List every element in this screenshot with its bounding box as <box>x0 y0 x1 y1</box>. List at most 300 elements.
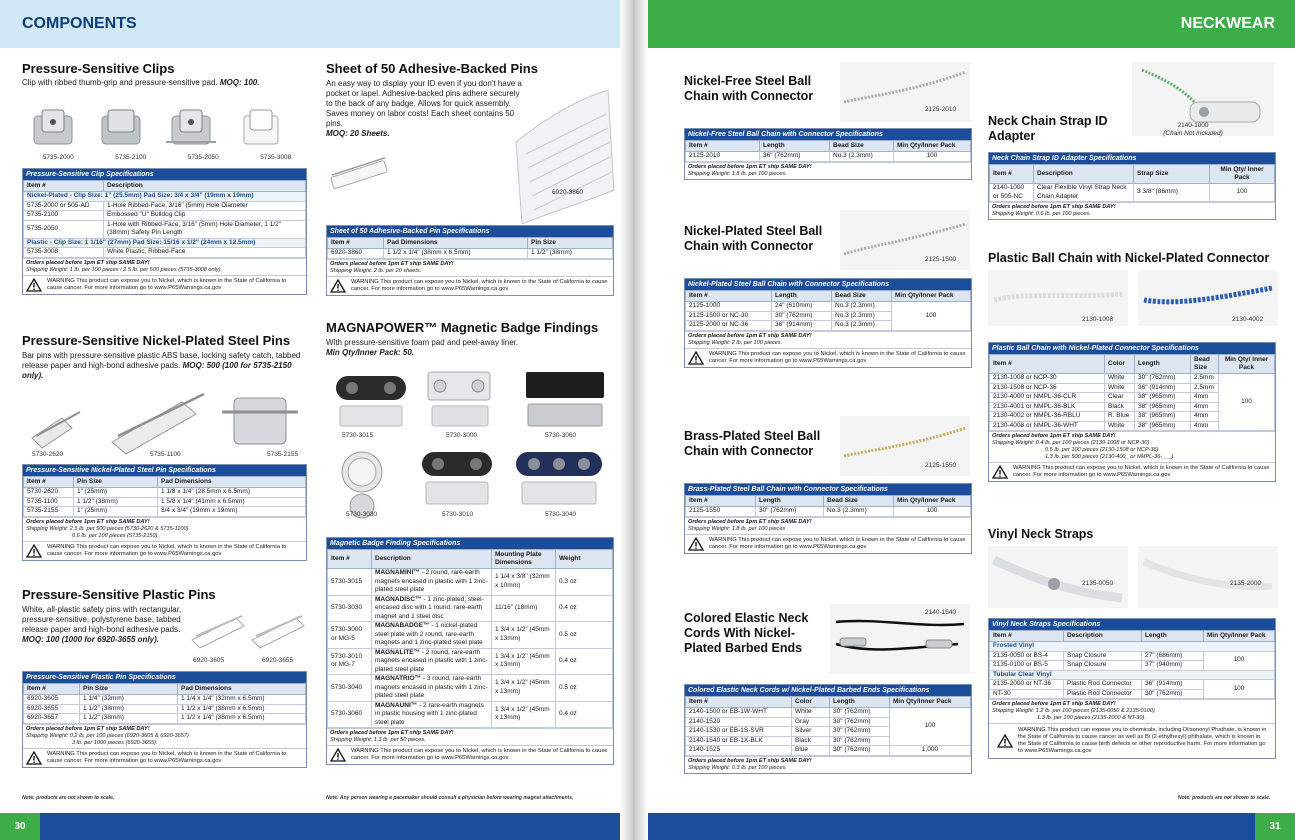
product-desc: - 2 round, rare-earth magnets encased in plastic with 1 zinc-plated steel plate <box>375 648 488 673</box>
cell-item: 5730-3060 <box>328 701 372 728</box>
cell-item: 5735-3008 <box>24 248 104 258</box>
right-header: NECKWEAR <box>648 0 1295 48</box>
nickel-free-spec-title: Nickel-Free Steel Ball Chain with Connector Specifications <box>685 129 971 140</box>
ship-weight-3: 1.3 lb. per 500 pieces (2130-400_ or NMPL-36-___). <box>1045 454 1175 460</box>
shipping-info <box>327 728 613 745</box>
table-row <box>24 695 306 705</box>
product-desc: - 3 round, rare-earth magnets encased in plastic with 1 zinc-plated steel plate <box>375 675 488 699</box>
warning-icon <box>688 351 704 365</box>
product-desc: - 2 rare-earth magnets in plastic housing with 1 zinc-plated steel plate <box>375 701 484 726</box>
vinyl-spec-title: Vinyl Neck Straps Specifications <box>989 619 1275 630</box>
table-row <box>686 746 971 756</box>
col-length: Length <box>830 697 890 708</box>
col-dims: Mounting Plate Dimensions <box>492 550 556 569</box>
sheet-product-image <box>326 78 616 224</box>
elastic-caption: 2140-1540 <box>925 609 957 616</box>
cell-length: 36" (762mm) <box>760 152 830 162</box>
shipping-info <box>23 517 306 541</box>
ship-order: Orders placed before 1pm ET ship SAME DAY! <box>26 725 150 732</box>
col-bead: Bead Size <box>830 141 894 152</box>
clip-caption-3: 5735-2050 <box>187 154 219 161</box>
cell-length: 36" (914mm) <box>772 321 832 331</box>
cell-item: 2130-4001 or NMPL-36-BLK <box>990 402 1105 412</box>
product-name: MAGNATRIO™ <box>375 675 422 682</box>
cell-pad: 1 1/8 x 1/4" (28.5mm x 6.5mm) <box>158 488 306 498</box>
table-row <box>328 569 613 596</box>
cell-item: 2135-0100 or BS-5 <box>990 661 1064 671</box>
warning-icon <box>26 751 42 765</box>
cell-item: 6920-3655 <box>24 704 80 714</box>
warning-box <box>685 348 971 367</box>
magnapower-desc <box>326 338 616 358</box>
ship-weight: Shipping Weight: 0.2 lb. per 100 pieces (6920-3605 & 6920-3657) <box>26 732 189 739</box>
col-weight: Weight <box>556 550 613 569</box>
cell-length: 24" (610mm) <box>772 302 832 312</box>
clips-desc <box>22 78 312 88</box>
cell-length: 30" (762mm) <box>830 717 890 727</box>
cell-desc: Plastic Rod Connector <box>1064 689 1142 699</box>
cell-bead: No.3 (2.3mm) <box>824 507 894 517</box>
cell-item: 2140-1540 or EB-1X-BLK <box>686 736 792 746</box>
col-item: Item # <box>24 684 80 695</box>
cell-item: 6920-3860 <box>328 249 384 259</box>
col-qty: Min Qty/ Inner Pack <box>1219 355 1275 374</box>
vinyl-caption-1: 2135-0050 <box>1082 580 1114 587</box>
col-length: Length <box>772 291 832 302</box>
ship-order: Orders placed before 1pm ET ship SAME DAY! <box>330 730 454 736</box>
table-row <box>328 701 613 728</box>
cell-length: 38" (965mm) <box>1135 421 1191 431</box>
plastic-pins-spec-table <box>22 671 307 768</box>
col-length: Length <box>1135 355 1191 374</box>
cell-color: White <box>1105 374 1135 384</box>
cell-strap: 3 3/8" (86mm) <box>1134 184 1210 202</box>
brass-title: Brass-Plated Steel Ball Chain with Connector <box>684 429 821 458</box>
cell-dims: 1 3/4 x 1/2" (45mm x 13mm) <box>492 675 556 702</box>
plastic-ball-title: Plastic Ball Chain with Nickel-Plated Connector <box>988 251 1270 265</box>
left-footer-bar <box>0 813 620 840</box>
clip-caption-2: 5735-2100 <box>115 154 147 161</box>
cell-weight: 0.3 oz <box>556 569 613 596</box>
ship-weight: Shipping Weight: 2 lb. per 100 pieces. <box>688 339 783 346</box>
cell-item: 5730-3010 or MG-7 <box>328 648 372 675</box>
brass-caption: 2125-1550 <box>925 462 957 469</box>
clips-captions <box>22 154 312 161</box>
magnapower-product-image <box>326 366 616 526</box>
steel-pins-spec-table <box>22 464 307 561</box>
shipping-info <box>23 724 306 748</box>
right-page-number: 31 <box>1255 813 1295 840</box>
table-row <box>328 675 613 702</box>
plastic-pin-caption-1: 6920-3605 <box>193 657 225 664</box>
product-desc: - 1 zinc-plated, steel-encased disc with 1 round, rare-earth magnet and 1 steel disc <box>375 595 484 620</box>
table-row <box>328 648 613 675</box>
clips-title: Pressure-Sensitive Clips <box>22 61 175 76</box>
elastic-spec-table <box>684 684 972 774</box>
cell-item: 2130-4008 or NMPL-36-WHT <box>990 421 1105 431</box>
ship-order: Orders placed before 1pm ET ship SAME DAY! <box>992 204 1116 210</box>
cell-qty: 100 <box>1204 651 1275 670</box>
ship-weight: Shipping Weight: 2 lb. per 20 sheets. <box>330 267 422 274</box>
plastic-pins-spec-title: Pressure-Sensitive Plastic Pin Specifications <box>23 672 306 683</box>
ship-weight: Shipping Weight: 1.8 lb. per 100 pieces <box>688 525 786 532</box>
ship-order: Orders placed before 1pm ET ship SAME DAY! <box>330 260 454 267</box>
ship-order: Orders placed before 1pm ET ship SAME DAY! <box>688 757 812 764</box>
col-desc: Description <box>104 181 306 192</box>
cell-desc: Clear Flexible Vinyl Strap Neck Chain Adapter <box>1034 184 1134 202</box>
col-qty: Min Qty/Inner Pack <box>892 291 971 302</box>
cell-color: White <box>1105 383 1135 393</box>
plastic-pin-caption-2: 6920-3655 <box>262 657 294 664</box>
cell-qty: 1,000 <box>890 746 971 756</box>
ship-weight: Shipping Weight: 1.8 lb. per 100 pieces. <box>688 170 787 177</box>
table-row <box>686 152 971 162</box>
col-pinsize: Pin Size <box>74 477 158 488</box>
elastic-spec-title: Colored Elastic Neck Cords w/ Nickel-Plated Barbed Ends Specifications <box>685 685 971 696</box>
col-color: Color <box>1105 355 1135 374</box>
cell-item: 5730-3040 <box>328 675 372 702</box>
sheet-spec-title: Sheet of 50 Adhesive-Backed Pin Specifications <box>327 226 613 237</box>
ship-order: Orders placed before 1pm ET ship SAME DAY! <box>992 701 1116 707</box>
clips-moq: MOQ: 100. <box>219 78 260 87</box>
ship-weight: Shipping Weight: 1.2 lb. per 100 pieces (2135-0050 & 2135-0100) <box>992 708 1155 714</box>
cell-item: 2135-2000 or NT-36 <box>990 680 1064 690</box>
steel-pins-product-image <box>22 388 312 456</box>
spec-subhead: Tubular Clear Vinyl <box>990 670 1275 680</box>
nickel-plated-spec-title: Nickel-Plated Steel Ball Chain with Connector Specifications <box>685 279 971 290</box>
cell-item: 5735-2050 <box>24 220 104 238</box>
table-row <box>24 220 306 238</box>
ship-order: Orders placed before 1pm ET ship SAME DAY! <box>992 433 1116 439</box>
plastic-pins-moq: MOQ: 100 (1000 for 6920-3655 only). <box>22 635 159 644</box>
ship-order: Orders placed before 1pm ET ship SAME DAY! <box>688 518 812 525</box>
cell-desc <box>372 595 492 622</box>
plastic-pins-desc <box>22 605 194 645</box>
table-row <box>328 595 613 622</box>
col-color: Color <box>792 697 830 708</box>
cell-color: Gray <box>792 717 830 727</box>
ship-weight: Shipping Weight: 0.3 lb. per 100 pieces. <box>688 764 787 771</box>
warning-text: WARNING This product can expose you to Nickel, which is known in the State of California to cause cancer. For more information go to www.P65Warnings.ca.gov <box>709 536 966 550</box>
ship-weight-2: 3 lb. per 1000 pieces (6920-3655). <box>72 739 158 746</box>
sheet-caption: 6920-3860 <box>552 189 584 196</box>
col-item: Item # <box>24 181 104 192</box>
left-page-number: 30 <box>0 813 40 840</box>
cell-item: 2125-1550 <box>686 507 756 517</box>
col-qty: Min Qty/Inner Pack <box>894 141 971 152</box>
table-row <box>990 680 1275 690</box>
col-qty: Min Qty/Inner Pack <box>1204 631 1275 642</box>
cell-item: 5735-2155 <box>24 507 74 517</box>
col-pinsize: Pin Size <box>80 684 178 695</box>
cell-item: 5730-3000 or MG-5 <box>328 622 372 649</box>
warning-text: WARNING This product can expose you to Nickel, which is known in the State of California to cause cancer. For more information go to www.P65Warnings.ca.gov <box>47 277 287 291</box>
clip-caption-4: 5735-3008 <box>260 154 292 161</box>
nickel-plated-title: Nickel-Plated Steel Ball Chain with Connector <box>684 224 823 253</box>
adapter-spec-title: Neck Chain Strap ID Adapter Specifications <box>989 153 1275 164</box>
product-name: MAGNABADGE™ <box>375 622 430 629</box>
clips-desc-text: Clip with ribbed thumb-grip and pressure-sensitive pad. <box>22 78 218 87</box>
col-bead: Bead Size <box>1191 355 1219 374</box>
cell-length: 30" (762mm) <box>830 736 890 746</box>
steel-pins-moq: MOQ: 500 (100 for 5735-2150 only). <box>22 361 292 380</box>
warning-box <box>23 748 306 767</box>
warning-box <box>327 276 613 295</box>
cell-item: 2125-2010 <box>686 152 760 162</box>
table-row <box>24 201 306 211</box>
col-pad: Pad Dimensions <box>384 238 528 249</box>
col-item: Item # <box>328 550 372 569</box>
sheet-moq: MOQ: 20 Sheets. <box>326 129 390 138</box>
cell-dims: 1 3/4 x 1/2" (45mm x 13mm) <box>492 648 556 675</box>
magnapower-spec-title: Magnetic Badge Finding Specifications <box>327 538 613 549</box>
warning-icon <box>688 537 704 551</box>
magnapower-desc-text: With pressure-sensitive foam pad and peel-away liner. <box>326 338 519 347</box>
cell-desc: Embossed "U" Bulldog Clip <box>104 211 306 221</box>
cell-length: 37" (940mm) <box>1142 661 1204 671</box>
table-row <box>990 184 1275 202</box>
cell-qty: 100 <box>1204 680 1275 699</box>
table-row <box>990 374 1275 384</box>
clips-spec-title: Pressure-Sensitive Clip Specifications <box>23 169 306 180</box>
cell-weight: 0.5 oz <box>556 675 613 702</box>
mag-caption-2: 5730-3000 <box>446 432 478 439</box>
ship-weight-2: 0.5 lb. per 100 pieces (2130-1508 or NCP-36) <box>1045 447 1159 453</box>
table-row <box>328 249 613 259</box>
cell-qty: 100 <box>894 152 971 162</box>
warning-box <box>23 275 306 294</box>
cell-bead: No.3 (2.3mm) <box>832 302 892 312</box>
cell-length: 38" (965mm) <box>1135 402 1191 412</box>
cell-color: Silver <box>792 727 830 737</box>
cell-desc: Snap Closure <box>1064 661 1142 671</box>
cell-qty: 100 <box>892 302 971 331</box>
steel-pin-caption-3: 5735-2155 <box>267 451 299 458</box>
shipping-info <box>685 331 971 348</box>
cell-item: 5735-2000 or 505-AD <box>24 201 104 211</box>
nickel-plated-caption: 2125-1500 <box>925 256 957 263</box>
cell-color: White <box>792 708 830 718</box>
col-desc: Description <box>1034 165 1134 184</box>
cell-bead: 4mm <box>1191 402 1219 412</box>
col-pad: Pad Dimensions <box>178 684 306 695</box>
cell-bead: No.3 (2.3mm) <box>832 321 892 331</box>
table-row <box>24 488 306 498</box>
cell-item: 5735-2100 <box>24 211 104 221</box>
cell-length: 30" (762mm) <box>1142 689 1204 699</box>
warning-icon <box>997 734 1013 748</box>
nickel-free-title: Nickel-Free Steel Ball Chain with Connector <box>684 74 814 103</box>
shipping-info <box>327 259 613 276</box>
product-name: MAGNAUNI™ <box>375 701 418 709</box>
cell-pad: 1 5/8 x 1/4" (41mm x 6.5mm) <box>158 497 306 507</box>
ship-order: Orders placed before 1pm ET ship SAME DAY! <box>688 163 812 170</box>
cell-length: 36" (914mm) <box>1142 680 1204 690</box>
cell-length: 36" (914mm) <box>1135 383 1191 393</box>
steel-pin-caption-2: 5735-1100 <box>150 451 181 458</box>
warning-icon <box>992 465 1008 479</box>
plastic-ball-spec-table <box>988 342 1276 482</box>
nickel-free-spec-table <box>684 128 972 180</box>
cell-item: 5730-3015 <box>328 569 372 596</box>
nickel-free-product-image <box>840 62 970 122</box>
mag-caption-1: 5730-3015 <box>342 432 374 439</box>
table-row <box>24 248 306 258</box>
warning-icon <box>330 748 346 762</box>
cell-qty: 100 <box>890 708 971 746</box>
cell-item: 2140-1525 <box>686 746 792 756</box>
cell-length: 30" (762mm) <box>772 311 832 321</box>
spec-subhead: Plastic - Clip Size: 1 1/16" (27mm) Pad Size: 15/16 x 1/2" (24mm x 12.5mm) <box>24 238 306 248</box>
col-qty: Min Qty/Inner Pack <box>894 496 971 507</box>
product-name: MAGNADISC™ <box>375 595 422 603</box>
right-footer-bar <box>648 813 1295 840</box>
brass-spec-title: Brass-Plated Steel Ball Chain with Connector Specifications <box>685 484 971 495</box>
cell-bead: 4mm <box>1191 421 1219 431</box>
warning-icon <box>26 544 42 558</box>
cell-item: 2130-4002 or NMPL-36-RBLU <box>990 412 1105 422</box>
warning-box <box>23 541 306 560</box>
right-scale-note: Note: products are not shown to scale. <box>1178 795 1271 801</box>
adapter-caption-text: 2140-1000 <box>1177 122 1209 129</box>
cell-desc <box>372 701 492 728</box>
col-item: Item # <box>24 477 74 488</box>
cell-pinsize: 1" (25mm) <box>74 488 158 498</box>
cell-length: 30" (762mm) <box>830 746 890 756</box>
elastic-title: Colored Elastic Neck Cords With Nickel-Plated Barbed Ends <box>684 611 809 655</box>
col-length: Length <box>760 141 830 152</box>
sheet-desc-text: An easy way to display your ID even if you don't have a pocket or lapel. Adhesive-backed pins adhere securely to the back of any badge. Allows for quick assembly. Saves money on labor costs! Each sheet contains 50 pins. <box>326 79 522 128</box>
col-pad: Pad Dimensions <box>158 477 306 488</box>
warning-box <box>989 723 1275 758</box>
steel-pins-title: Pressure-Sensitive Nickel-Plated Steel Pins <box>22 333 291 348</box>
plastic-ball-spec-title: Plastic Ball Chain with Nickel-Plated Connector Specifications <box>989 343 1275 354</box>
cell-length: 30" (762mm) <box>830 727 890 737</box>
magnapower-spec-table <box>326 537 614 765</box>
mag-caption-3: 5730-3060 <box>545 432 577 439</box>
cell-qty: 100 <box>894 507 971 517</box>
product-name: MAGNALITE™ <box>375 648 421 656</box>
product-name: MAGNAMINI™ <box>375 569 420 576</box>
ship-weight-2: 0.6 lb. per 100 pieces (5735-2150). <box>72 532 160 539</box>
mag-caption-5: 5730-3010 <box>442 511 474 518</box>
plastic-pins-section <box>22 587 216 645</box>
cell-item: 6920-3657 <box>24 714 80 724</box>
cell-item: 5730-3030 <box>328 595 372 622</box>
table-row <box>686 507 971 517</box>
plastic-pins-title: Pressure-Sensitive Plastic Pins <box>22 587 216 602</box>
nickel-plated-spec-table <box>684 278 972 368</box>
table-row <box>990 651 1275 661</box>
magnapower-moq: Min Qty/Inner Pack: 50. <box>326 348 415 357</box>
cell-weight: 0.4 oz <box>556 648 613 675</box>
warning-box <box>327 745 613 764</box>
cell-bead: 4mm <box>1191 412 1219 422</box>
cell-pinsize: 1 1/4" (32mm) <box>80 695 178 705</box>
ship-order: Orders placed before 1pm ET ship SAME DAY! <box>688 332 812 339</box>
warning-text: WARNING This product can expose you to Nickel, which is known in the State of California to cause cancer. For more information go to www.P65Warnings.ca.gov <box>351 278 608 292</box>
col-item: Item # <box>686 697 792 708</box>
warning-text: WARNING This product can expose you to Nickel, which is known in the State of California to cause cancer. For more information go to www.P65Warnings.ca.gov <box>351 748 608 761</box>
cell-color: Clear <box>1105 393 1135 403</box>
col-bead: Bead Size <box>832 291 892 302</box>
sheet-title: Sheet of 50 Adhesive-Backed Pins <box>326 61 538 76</box>
steel-pins-spec-title: Pressure-Sensitive Nickel-Plated Steel Pin Specifications <box>23 465 306 476</box>
cell-desc: 1-Hole with Ribbed-Face, 3/16" (5mm) Hole Diameter, 1 1/2" (38mm) Safety Pin Length <box>104 220 306 238</box>
steel-pins-desc-text: Bar pins with pressure-sensitive plastic ABS base, locking safety catch, tabbed release paper and high-bond adhesive pads. <box>22 351 301 370</box>
steel-pins-section <box>22 333 312 381</box>
cell-length: 38" (965mm) <box>1135 393 1191 403</box>
cell-desc: White Plastic, Ribbed-Face <box>104 248 306 258</box>
table-row <box>24 714 306 724</box>
ship-order: Orders placed before 1pm ET ship SAME DAY! <box>26 518 150 525</box>
shipping-info <box>685 756 971 773</box>
col-length: Length <box>756 496 824 507</box>
table-row <box>686 302 971 312</box>
warning-text: WARNING This product can expose you to Nickel, which is known in the State of California to cause cancer. For more information go to www.P65Warnings.ca.gov <box>1013 465 1270 478</box>
cell-length: 30" (762mm) <box>830 708 890 718</box>
cell-pad: 1 1/2 x 1/4" (38mm x 6.5mm) <box>384 249 528 259</box>
col-item: Item # <box>328 238 384 249</box>
adapter-caption <box>1148 122 1238 138</box>
adapter-caption-note: (Chain Not Included) <box>1163 130 1223 137</box>
cell-weight: 0.5 oz <box>556 622 613 649</box>
cell-pinsize: 1 1/2" (38mm) <box>528 249 613 259</box>
cell-item: 2140-1000 or 505-NC <box>990 184 1034 202</box>
col-item: Item # <box>686 291 772 302</box>
warning-icon <box>330 279 346 293</box>
plastic-pins-product-image <box>190 606 310 654</box>
warning-text: WARNING This product can expose you to Nickel, which is known in the State of California to cause cancer. For more information go to www.P65Warnings.ca.gov <box>47 750 287 764</box>
ship-weight-2: 1.3 lb. per 100 pieces (2135-2000 & NT-30). <box>1037 715 1146 721</box>
ship-weight: Shipping Weight: 0.4 lb. per 100 pieces (2130-1008 or NCP-30) <box>992 440 1150 446</box>
warning-box <box>989 462 1275 481</box>
cell-item: NT-30 <box>990 689 1064 699</box>
warning-text: WARNING This product can expose you to Nickel, which is known in the State of California to cause cancer. For more information go to www.P65Warnings.ca.gov <box>47 543 287 557</box>
shipping-info <box>989 431 1275 462</box>
vinyl-product-image <box>988 546 1278 608</box>
adapter-title: Neck Chain Strap ID Adapter <box>988 114 1108 143</box>
cell-color: Black <box>792 736 830 746</box>
col-item: Item # <box>686 141 760 152</box>
cell-item: 2125-1500 or NC-30 <box>686 311 772 321</box>
clip-caption-1: 5735-2000 <box>42 154 74 161</box>
cell-item: 2130-4000 or NMPL-36-CLR <box>990 393 1105 403</box>
cell-qty: 100 <box>1210 184 1275 202</box>
warning-text: WARNING This product can expose you to Nickel, which is known in the State of California to cause cancer. For more information go to www.P65Warnings.ca.gov <box>709 350 966 364</box>
cell-qty: 100 <box>1219 374 1275 431</box>
cell-item: 2140-1520 <box>686 717 792 727</box>
ship-weight: Shipping Weight: 1.3 lb. per 50 pieces. <box>330 737 426 743</box>
clips-spec-table <box>22 168 307 295</box>
col-item: Item # <box>686 496 756 507</box>
shipping-info <box>685 517 971 534</box>
table-row <box>24 211 306 221</box>
ship-order: Orders placed before 1pm ET ship SAME DAY! <box>26 259 150 266</box>
plastic-pins-desc-text: White, all-plastic safety pins with rectangular, pressure-sensitive, polystyrene base, tabbed release paper and high-bond adhesive pads. <box>22 605 182 634</box>
col-desc: Description <box>1064 631 1142 642</box>
cell-item: 2125-1000 <box>686 302 772 312</box>
page-gutter <box>620 0 648 840</box>
mag-caption-6: 5730-3040 <box>545 511 577 518</box>
cell-length: 27" (686mm) <box>1142 651 1204 661</box>
cell-desc: Plastic Rod Connector <box>1064 680 1142 690</box>
cell-pinsize: 1 1/2" (38mm) <box>74 497 158 507</box>
cell-bead: No.3 (2.3mm) <box>832 311 892 321</box>
vinyl-title: Vinyl Neck Straps <box>988 527 1094 541</box>
cell-item: 2130-1508 or NCP-36 <box>990 383 1105 393</box>
cell-pad: 3/4 x 3/4" (19mm x 19mm) <box>158 507 306 517</box>
